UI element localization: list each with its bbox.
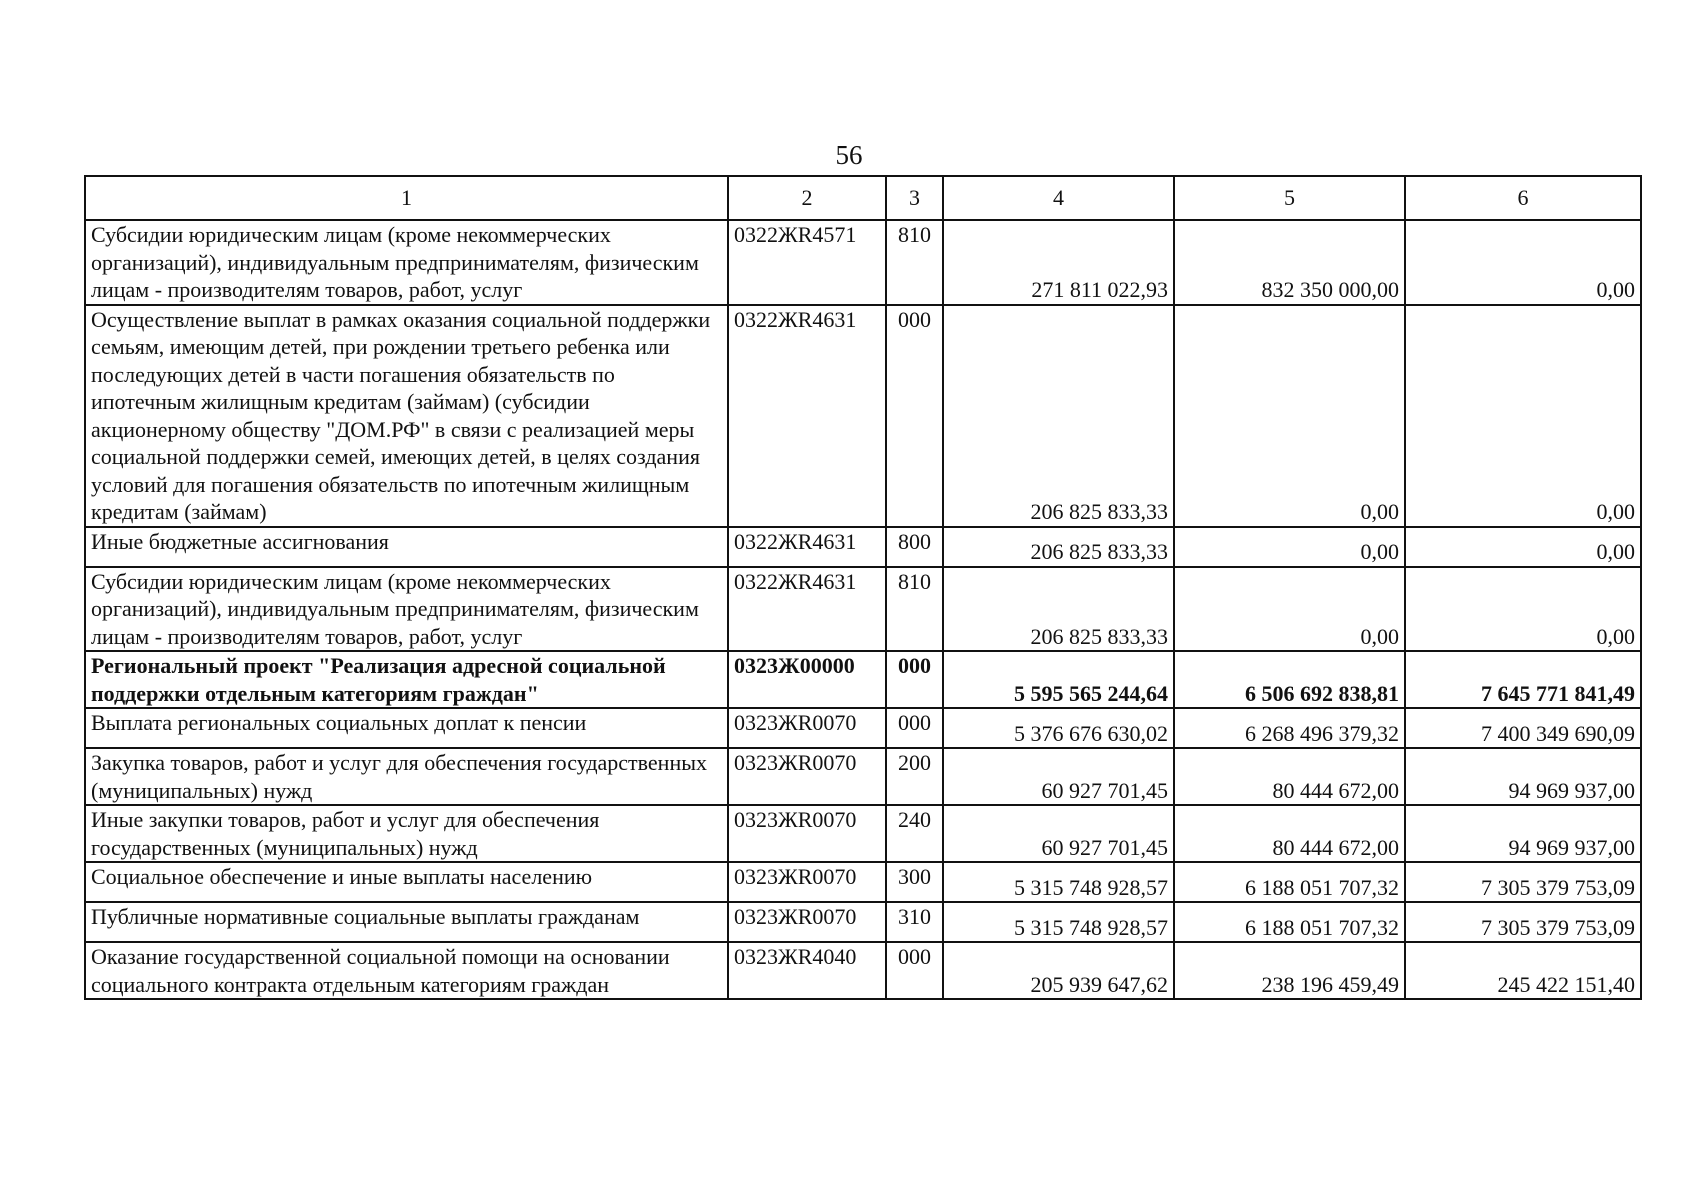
row-target-code: 0322ЖR4631 (728, 567, 886, 652)
table-row (85, 902, 1641, 942)
row-amount-col4: 205 939 647,62 (943, 942, 1174, 999)
row-amount-col4: 5 315 748 928,57 (943, 862, 1174, 902)
row-amount-col5: 80 444 672,00 (1174, 748, 1405, 805)
column-number-5: 5 (1174, 176, 1405, 220)
row-amount-col5: 0,00 (1174, 527, 1405, 567)
row-amount-col6: 0,00 (1405, 220, 1641, 305)
row-amount-col4: 206 825 833,33 (943, 305, 1174, 527)
row-target-code: 0323Ж00000 (728, 651, 886, 708)
row-amount-col6: 0,00 (1405, 305, 1641, 527)
table-row (85, 942, 1641, 999)
row-amount-col4: 271 811 022,93 (943, 220, 1174, 305)
table-row (85, 305, 1641, 527)
row-expense-type: 300 (886, 862, 943, 902)
row-amount-col6: 7 305 379 753,09 (1405, 902, 1641, 942)
row-amount-col6: 7 645 771 841,49 (1405, 651, 1641, 708)
row-target-code: 0322ЖR4571 (728, 220, 886, 305)
row-description: Выплата региональных социальных доплат к пенсии (85, 708, 728, 748)
table-row (85, 567, 1641, 652)
column-number-3: 3 (886, 176, 943, 220)
row-amount-col4: 60 927 701,45 (943, 748, 1174, 805)
table-row-project-total (85, 651, 1641, 708)
row-amount-col5: 6 188 051 707,32 (1174, 862, 1405, 902)
row-description: Публичные нормативные социальные выплаты гражданам (85, 902, 728, 942)
row-amount-col5: 832 350 000,00 (1174, 220, 1405, 305)
row-description: Иные бюджетные ассигнования (85, 527, 728, 567)
row-amount-col4: 5 315 748 928,57 (943, 902, 1174, 942)
row-amount-col5: 0,00 (1174, 567, 1405, 652)
row-amount-col6: 7 305 379 753,09 (1405, 862, 1641, 902)
row-description: Закупка товаров, работ и услуг для обеспечения государственных (муниципальных) нужд (85, 748, 728, 805)
row-expense-type: 000 (886, 708, 943, 748)
row-description: Субсидии юридическим лицам (кроме некоммерческих организаций), индивидуальным предпринимателям, физическим лицам - производителям товаров, работ, услуг (85, 220, 728, 305)
row-description: Социальное обеспечение и иные выплаты населению (85, 862, 728, 902)
row-amount-col6: 94 969 937,00 (1405, 748, 1641, 805)
row-amount-col5: 6 268 496 379,32 (1174, 708, 1405, 748)
column-number-row (85, 176, 1641, 220)
row-amount-col4: 206 825 833,33 (943, 567, 1174, 652)
table-row (85, 862, 1641, 902)
row-amount-col5: 6 188 051 707,32 (1174, 902, 1405, 942)
row-description: Осуществление выплат в рамках оказания социальной поддержки семьям, имеющим детей, при рождении третьего ребенка или последующих детей в части погашения обязательств по ипотечным жилищным кредитам (займам) (субсидии акционерному обществу "ДОМ.РФ" в связи с реализацией меры социальной поддержки семей, имеющих детей, в целях создания условий для погашения обязательств по ипотечным жилищным кредитам (займам) (85, 305, 728, 527)
table-row (85, 527, 1641, 567)
row-expense-type: 240 (886, 805, 943, 862)
row-expense-type: 810 (886, 220, 943, 305)
row-target-code: 0323ЖR4040 (728, 942, 886, 999)
row-amount-col5: 0,00 (1174, 305, 1405, 527)
column-number-6: 6 (1405, 176, 1641, 220)
column-number-4: 4 (943, 176, 1174, 220)
row-expense-type: 000 (886, 305, 943, 527)
row-target-code: 0323ЖR0070 (728, 748, 886, 805)
row-expense-type: 000 (886, 651, 943, 708)
row-description: Оказание государственной социальной помощи на основании социального контракта отдельным категориям граждан (85, 942, 728, 999)
budget-table (84, 175, 1642, 1000)
row-amount-col5: 6 506 692 838,81 (1174, 651, 1405, 708)
row-amount-col4: 5 376 676 630,02 (943, 708, 1174, 748)
row-amount-col4: 5 595 565 244,64 (943, 651, 1174, 708)
row-target-code: 0322ЖR4631 (728, 527, 886, 567)
row-amount-col6: 94 969 937,00 (1405, 805, 1641, 862)
row-amount-col5: 80 444 672,00 (1174, 805, 1405, 862)
row-description: Субсидии юридическим лицам (кроме некоммерческих организаций), индивидуальным предпринимателям, физическим лицам - производителям товаров, работ, услуг (85, 567, 728, 652)
row-amount-col6: 0,00 (1405, 567, 1641, 652)
row-amount-col4: 206 825 833,33 (943, 527, 1174, 567)
column-number-2: 2 (728, 176, 886, 220)
row-expense-type: 200 (886, 748, 943, 805)
row-expense-type: 810 (886, 567, 943, 652)
row-expense-type: 800 (886, 527, 943, 567)
row-expense-type: 000 (886, 942, 943, 999)
row-target-code: 0323ЖR0070 (728, 708, 886, 748)
table-row (85, 220, 1641, 305)
row-expense-type: 310 (886, 902, 943, 942)
row-target-code: 0323ЖR0070 (728, 862, 886, 902)
page-number: 56 (835, 140, 863, 170)
row-amount-col5: 238 196 459,49 (1174, 942, 1405, 999)
row-amount-col4: 60 927 701,45 (943, 805, 1174, 862)
table-row (85, 805, 1641, 862)
row-amount-col6: 245 422 151,40 (1405, 942, 1641, 999)
row-description: Иные закупки товаров, работ и услуг для обеспечения государственных (муниципальных) нужд (85, 805, 728, 862)
row-target-code: 0322ЖR4631 (728, 305, 886, 527)
table-row (85, 708, 1641, 748)
column-number-1: 1 (85, 176, 728, 220)
table-row (85, 748, 1641, 805)
row-amount-col6: 7 400 349 690,09 (1405, 708, 1641, 748)
row-amount-col6: 0,00 (1405, 527, 1641, 567)
row-target-code: 0323ЖR0070 (728, 902, 886, 942)
row-description: Региональный проект "Реализация адресной социальной поддержки отдельным категориям граждан" (85, 651, 728, 708)
row-target-code: 0323ЖR0070 (728, 805, 886, 862)
